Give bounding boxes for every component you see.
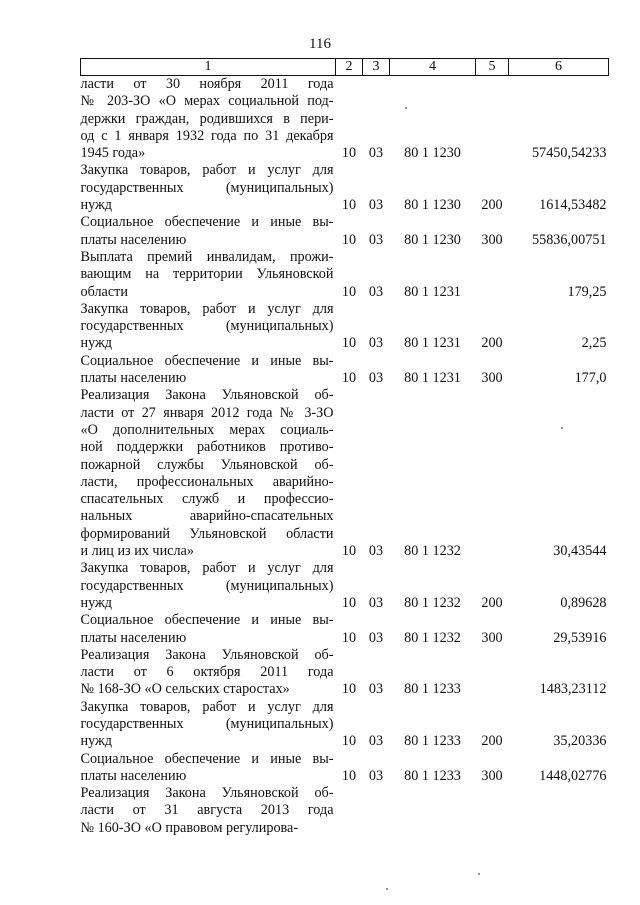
description-line: ласти от 6 октября 2011 года: [80, 664, 334, 681]
description-line: ласти, профессиональных аварийно-: [80, 473, 334, 490]
description-line: «О дополнительных мерах социаль-: [80, 421, 334, 438]
description-line: № 168-ЗО «О сельских старостах»: [80, 681, 290, 698]
expense-type-code: [476, 647, 509, 699]
description-line: ласти от 27 января 2012 года № 3-ЗО: [80, 404, 334, 421]
column-header: 3: [363, 59, 390, 76]
row-description: [81, 214, 336, 249]
description-line: платы населению: [80, 767, 187, 784]
target-article-code: 80 1 1233: [404, 681, 461, 698]
expense-type-code: [476, 249, 509, 301]
target-article-code: 80 1 1233: [404, 733, 461, 750]
table-row: [81, 301, 609, 353]
table-body: [81, 76, 609, 838]
section-code: [336, 785, 363, 837]
description-line: Закупка товаров, работ и услуг для: [80, 162, 334, 179]
amount-value: 35,20336: [553, 733, 607, 750]
scan-speck: [386, 888, 388, 890]
subsection-code: 03: [368, 733, 384, 750]
row-description: [81, 785, 336, 837]
amount-value: 179,25: [567, 283, 607, 300]
target-article-code: 80 1 1233: [404, 767, 461, 784]
target-article-code: 80 1 1231: [404, 370, 461, 387]
target-article-code: 80 1 1232: [404, 629, 461, 646]
description-line: Социальное обеспечение и иные вы-: [80, 214, 334, 231]
target-article-code: [390, 785, 476, 837]
subsection-code: 03: [368, 283, 384, 300]
description-line: од с 1 января 1932 года по 31 декабря: [80, 127, 334, 144]
description-line: Реализация Закона Ульяновской об-: [80, 785, 334, 802]
section-code: 10: [341, 197, 357, 214]
description-line: нужд: [80, 335, 113, 352]
expense-type-code: 200: [481, 594, 503, 611]
expense-type-code: 200: [481, 197, 503, 214]
table-row: [81, 647, 609, 699]
description-line: держки граждан, родившихся в пери-: [80, 110, 334, 127]
subsection-code: 03: [368, 231, 384, 248]
table-row: [81, 785, 609, 837]
row-description: [81, 249, 336, 301]
scan-speck: [405, 107, 407, 109]
description-line: формирований Ульяновской области: [80, 525, 334, 542]
section-code: 10: [341, 145, 357, 162]
table-row: [81, 699, 609, 751]
expense-type-code: 200: [481, 733, 503, 750]
target-article-code: 80 1 1232: [404, 594, 461, 611]
subsection-code: [363, 785, 390, 837]
expense-type-code: 300: [481, 370, 503, 387]
description-line: Социальное обеспечение и иные вы-: [80, 352, 334, 369]
description-line: Социальное обеспечение и иные вы-: [80, 612, 334, 629]
subsection-code: 03: [368, 145, 384, 162]
amount-value: 57450,54233: [532, 145, 607, 162]
table-row: [81, 249, 609, 301]
description-line: платы населению: [80, 370, 187, 387]
column-header: 4: [390, 59, 476, 76]
target-article-code: 80 1 1230: [404, 197, 461, 214]
section-code: 10: [341, 231, 357, 248]
description-line: пожарной службы Ульяновской об-: [80, 456, 334, 473]
row-description: [81, 699, 336, 751]
table-row: [81, 387, 609, 560]
row-description: [81, 301, 336, 353]
section-code: 10: [341, 767, 357, 784]
description-line: платы населению: [80, 629, 187, 646]
subsection-code: 03: [368, 767, 384, 784]
row-description: [81, 560, 336, 612]
subsection-code: 03: [368, 335, 384, 352]
subsection-code: 03: [368, 681, 384, 698]
expense-type-code: [476, 76, 509, 163]
description-line: нужд: [80, 733, 113, 750]
description-line: ласти от 31 августа 2013 года: [80, 802, 334, 819]
target-article-code: 80 1 1231: [404, 335, 461, 352]
section-code: 10: [341, 733, 357, 750]
table-row: [81, 353, 609, 388]
page-number: 116: [309, 36, 331, 52]
description-line: Социальное обеспечение и иные вы-: [80, 750, 334, 767]
expense-type-code: 300: [481, 231, 503, 248]
table-row: [81, 76, 609, 163]
description-line: Реализация Закона Ульяновской об-: [80, 387, 334, 404]
description-line: государственных (муниципальных): [80, 577, 334, 594]
expense-type-code: [476, 785, 509, 837]
amount-value: 55836,00751: [532, 231, 607, 248]
description-line: нужд: [80, 197, 113, 214]
section-code: 10: [341, 283, 357, 300]
expense-type-code: 300: [481, 629, 503, 646]
subsection-code: 03: [368, 543, 384, 560]
description-line: государственных (муниципальных): [80, 179, 334, 196]
subsection-code: 03: [368, 370, 384, 387]
section-code: 10: [341, 335, 357, 352]
description-line: вающим на территории Ульяновской: [80, 266, 334, 283]
expense-type-code: 200: [481, 335, 503, 352]
table-row: [81, 162, 609, 214]
description-line: Закупка товаров, работ и услуг для: [80, 698, 334, 715]
target-article-code: 80 1 1232: [404, 543, 461, 560]
section-code: 10: [341, 543, 357, 560]
description-line: платы населению: [80, 231, 187, 248]
amount-value: 2,25: [581, 335, 607, 352]
amount-value: 1614,53482: [539, 197, 607, 214]
row-description: [81, 387, 336, 560]
expense-type-code: 300: [481, 767, 503, 784]
table-row: [81, 751, 609, 786]
amount-value: 0,89628: [560, 594, 607, 611]
expense-type-code: [476, 387, 509, 560]
section-code: 10: [341, 594, 357, 611]
subsection-code: 03: [368, 629, 384, 646]
column-header: 2: [336, 59, 363, 76]
amount-value: 30,43544: [553, 543, 607, 560]
scan-speck: [478, 873, 480, 875]
table-row: [81, 612, 609, 647]
section-code: 10: [341, 629, 357, 646]
table-row: [81, 214, 609, 249]
amount-value: 29,53916: [553, 629, 607, 646]
description-line: Закупка товаров, работ и услуг для: [80, 560, 334, 577]
subsection-code: 03: [368, 594, 384, 611]
section-code: 10: [341, 370, 357, 387]
description-line: государственных (муниципальных): [80, 715, 334, 732]
description-line: Выплата премий инвалидам, прожи-: [80, 248, 334, 265]
row-description: [81, 162, 336, 214]
description-line: № 203-ЗО «О мерах социальной под-: [80, 93, 334, 110]
description-line: Закупка товаров, работ и услуг для: [80, 300, 334, 317]
amount-value: 1448,02776: [539, 767, 607, 784]
target-article-code: 80 1 1230: [404, 145, 461, 162]
description-line: нальных аварийно-спасательных: [80, 508, 334, 525]
amount-value: 1483,23112: [539, 681, 607, 698]
column-header: 6: [509, 59, 609, 76]
table-row: [81, 560, 609, 612]
description-line: ной поддержки работников противо-: [80, 439, 334, 456]
description-line: ласти от 30 ноября 2011 года: [80, 76, 334, 92]
description-line: спасательных служб и профессио-: [80, 491, 334, 508]
description-line: и лиц из их числа»: [80, 543, 194, 560]
description-line: области: [80, 283, 128, 300]
row-description: [81, 353, 336, 388]
section-code: 10: [341, 681, 357, 698]
row-description: [81, 647, 336, 699]
subsection-code: 03: [368, 197, 384, 214]
column-header: 5: [476, 59, 509, 76]
description-line: нужд: [80, 594, 113, 611]
description-line: № 160-ЗО «О правовом регулирова-: [80, 819, 299, 836]
table-header-row: [81, 59, 609, 76]
description-line: государственных (муниципальных): [80, 318, 334, 335]
description-line: Реализация Закона Ульяновской об-: [80, 646, 334, 663]
description-line: 1945 года»: [80, 145, 146, 162]
row-description: [81, 612, 336, 647]
budget-table: [80, 58, 609, 837]
target-article-code: 80 1 1231: [404, 283, 461, 300]
target-article-code: 80 1 1230: [404, 231, 461, 248]
amount-value: [509, 785, 609, 837]
row-description: [81, 76, 336, 163]
row-description: [81, 751, 336, 786]
column-header: 1: [81, 59, 336, 76]
amount-value: 177,0: [574, 370, 607, 387]
scan-speck: [561, 427, 563, 429]
